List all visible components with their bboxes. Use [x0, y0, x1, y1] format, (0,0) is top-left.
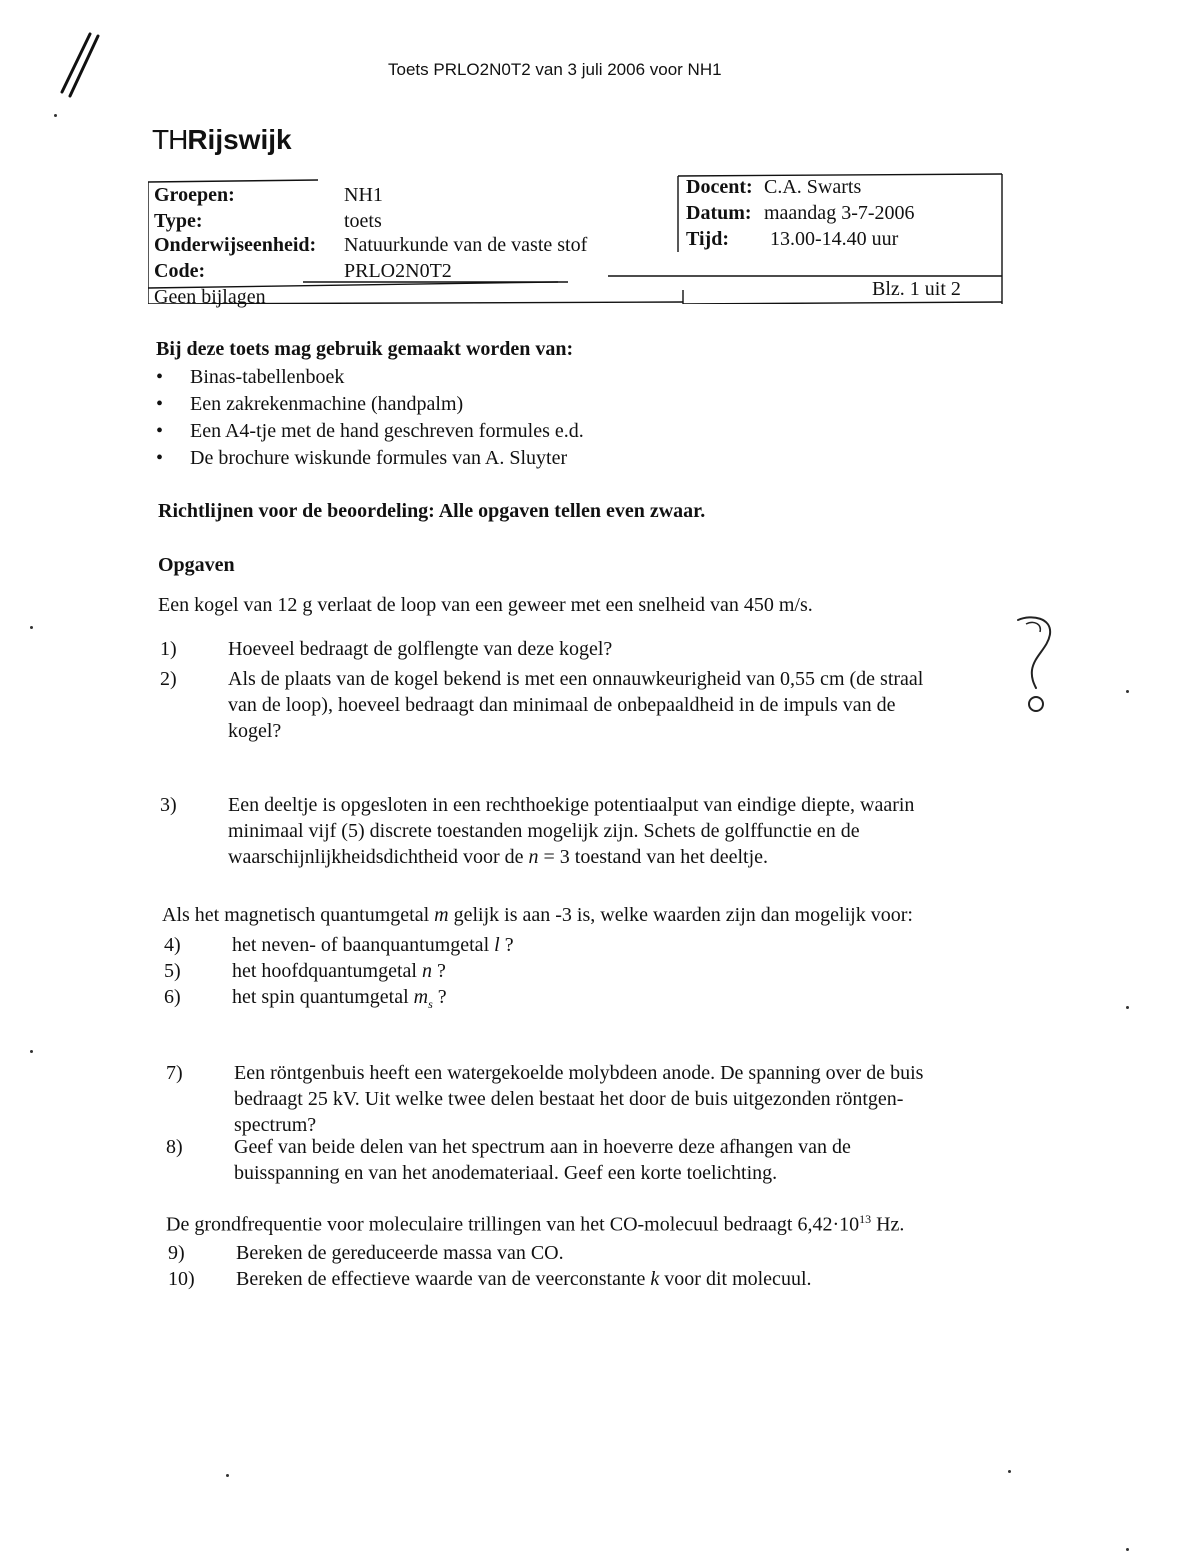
list-item: • Binas-tabellenboek	[156, 366, 584, 393]
code-label: Code:	[154, 260, 206, 282]
allowed-materials-title: Bij deze toets mag gebruik gemaakt worden van:	[156, 338, 574, 360]
question-number: 10)	[168, 1268, 195, 1290]
question-text-line-3: kogel?	[228, 720, 282, 742]
intro-co-molecule: De grondfrequentie voor moleculaire trillingen van het CO-molecuul bedraagt $6,42\cdot 10^{13}$ Hz.	[166, 1212, 905, 1236]
grading-guidelines: Richtlijnen voor de beoordeling: Alle opgaven tellen even zwaar.	[158, 500, 706, 522]
question-number: 5)	[164, 960, 181, 982]
type-value: toets	[344, 210, 382, 232]
opgaven-heading: Opgaven	[158, 554, 235, 576]
question-number: 4)	[164, 934, 181, 956]
intro-quantum-numbers: Als het magnetisch quantumgetal m gelijk is aan -3 is, welke waarden zijn dan mogelijk voor:	[162, 904, 913, 926]
handwritten-slash-marks	[52, 30, 102, 100]
scan-speck	[30, 1050, 33, 1053]
docent-value: C.A. Swarts	[764, 176, 862, 198]
question-text: het hoofdquantumgetal n ?	[232, 960, 446, 982]
scan-speck	[54, 114, 57, 117]
question-1	[160, 636, 1020, 662]
datum-label: Datum:	[686, 202, 752, 224]
question-number: 3)	[160, 794, 177, 816]
tijd-value: 13.00-14.40 uur	[770, 228, 899, 250]
question-number: 8)	[166, 1136, 183, 1158]
groepen-value: NH1	[344, 184, 383, 206]
question-text: het neven- of baanquantumgetal l ?	[232, 934, 514, 956]
page-indicator: Blz. 1 uit 2	[872, 278, 961, 300]
scan-speck	[30, 626, 33, 629]
question-text-line-3: waarschijnlijkheidsdichtheid voor de n = 3 toestand van het deeltje.	[228, 846, 769, 868]
question-7	[166, 1060, 1026, 1140]
question-text-line-2: van de loop), hoeveel bedraagt dan minimaal de onbepaaldheid in de impuls van de	[228, 694, 896, 716]
question-text-line-1: Een deeltje is opgesloten in een rechthoekige potentiaalput van eindige diepte, waarin	[228, 794, 915, 816]
question-text: Hoeveel bedraagt de golflengte van deze kogel?	[228, 638, 613, 660]
question-number: 9)	[168, 1242, 185, 1264]
question-text: Bereken de gereduceerde massa van CO.	[236, 1242, 564, 1264]
question-text: het spin quantumgetal $m_s$ ?	[232, 986, 447, 1011]
logo-name: Rijswijk	[187, 124, 292, 155]
list-item: • Een A4-tje met de hand geschreven formules e.d.	[156, 420, 584, 447]
type-label: Type:	[154, 210, 203, 232]
scan-speck	[1126, 1006, 1129, 1009]
tijd-label: Tijd:	[686, 228, 729, 250]
question-number: 1)	[160, 638, 177, 660]
code-value: PRLO2N0T2	[344, 260, 452, 282]
scan-speck	[1008, 1470, 1011, 1473]
institution-logo	[152, 124, 292, 156]
docent-label: Docent:	[686, 176, 753, 198]
question-4	[164, 932, 1024, 958]
question-text-line-1: Als de plaats van de kogel bekend is met een onnauwkeurigheid van 0,55 cm (de straal	[228, 668, 924, 690]
datum-value: maandag 3-7-2006	[764, 202, 915, 224]
scan-speck	[1126, 1548, 1129, 1551]
logo-prefix: TH	[152, 124, 188, 155]
question-text-line-1: Geef van beide delen van het spectrum aan in hoeverre deze afhangen van de	[234, 1136, 851, 1158]
list-item: • Een zakrekenmachine (handpalm)	[156, 393, 584, 420]
question-3	[160, 792, 1020, 872]
onderwijseenheid-label: Onderwijseenheid:	[154, 234, 317, 256]
list-item: • De brochure wiskunde formules van A. Sluyter	[156, 447, 584, 474]
question-text-line-1: Een röntgenbuis heeft een watergekoelde molybdeen anode. De spanning over de buis	[234, 1062, 924, 1084]
question-text-line-2: bedraagt 25 kV. Uit welke twee delen bestaat het door de buis uitgezonden röntgen-	[234, 1088, 904, 1110]
allowed-materials-list	[156, 366, 584, 474]
question-6	[164, 984, 1024, 1010]
bijlagen-note: Geen bijlagen	[154, 286, 266, 308]
question-9	[168, 1240, 1028, 1266]
groepen-label: Groepen:	[154, 184, 235, 206]
question-text: Bereken de effectieve waarde van de veerconstante k voor dit molecuul.	[236, 1268, 812, 1290]
exam-info-box	[148, 172, 1004, 308]
intro-bullet-problem: Een kogel van 12 g verlaat de loop van een geweer met een snelheid van 450 m/s.	[158, 594, 813, 616]
question-number: 2)	[160, 668, 177, 690]
document-header: Toets PRLO2N0T2 van 3 juli 2006 voor NH1	[388, 60, 722, 79]
scan-speck	[226, 1474, 229, 1477]
question-2	[160, 666, 1020, 746]
question-8	[166, 1134, 1026, 1188]
question-text-line-3: spectrum?	[234, 1114, 317, 1136]
question-5	[164, 958, 1024, 984]
question-text-line-2: minimaal vijf (5) discrete toestanden mogelijk zijn. Schets de golffunctie en de	[228, 820, 860, 842]
onderwijseenheid-value: Natuurkunde van de vaste stof	[344, 234, 588, 256]
scan-speck	[1126, 690, 1129, 693]
question-number: 7)	[166, 1062, 183, 1084]
question-number: 6)	[164, 986, 181, 1008]
question-10	[168, 1266, 1028, 1292]
question-text-line-2: buisspanning en van het anodemateriaal. Geef een korte toelichting.	[234, 1162, 778, 1184]
